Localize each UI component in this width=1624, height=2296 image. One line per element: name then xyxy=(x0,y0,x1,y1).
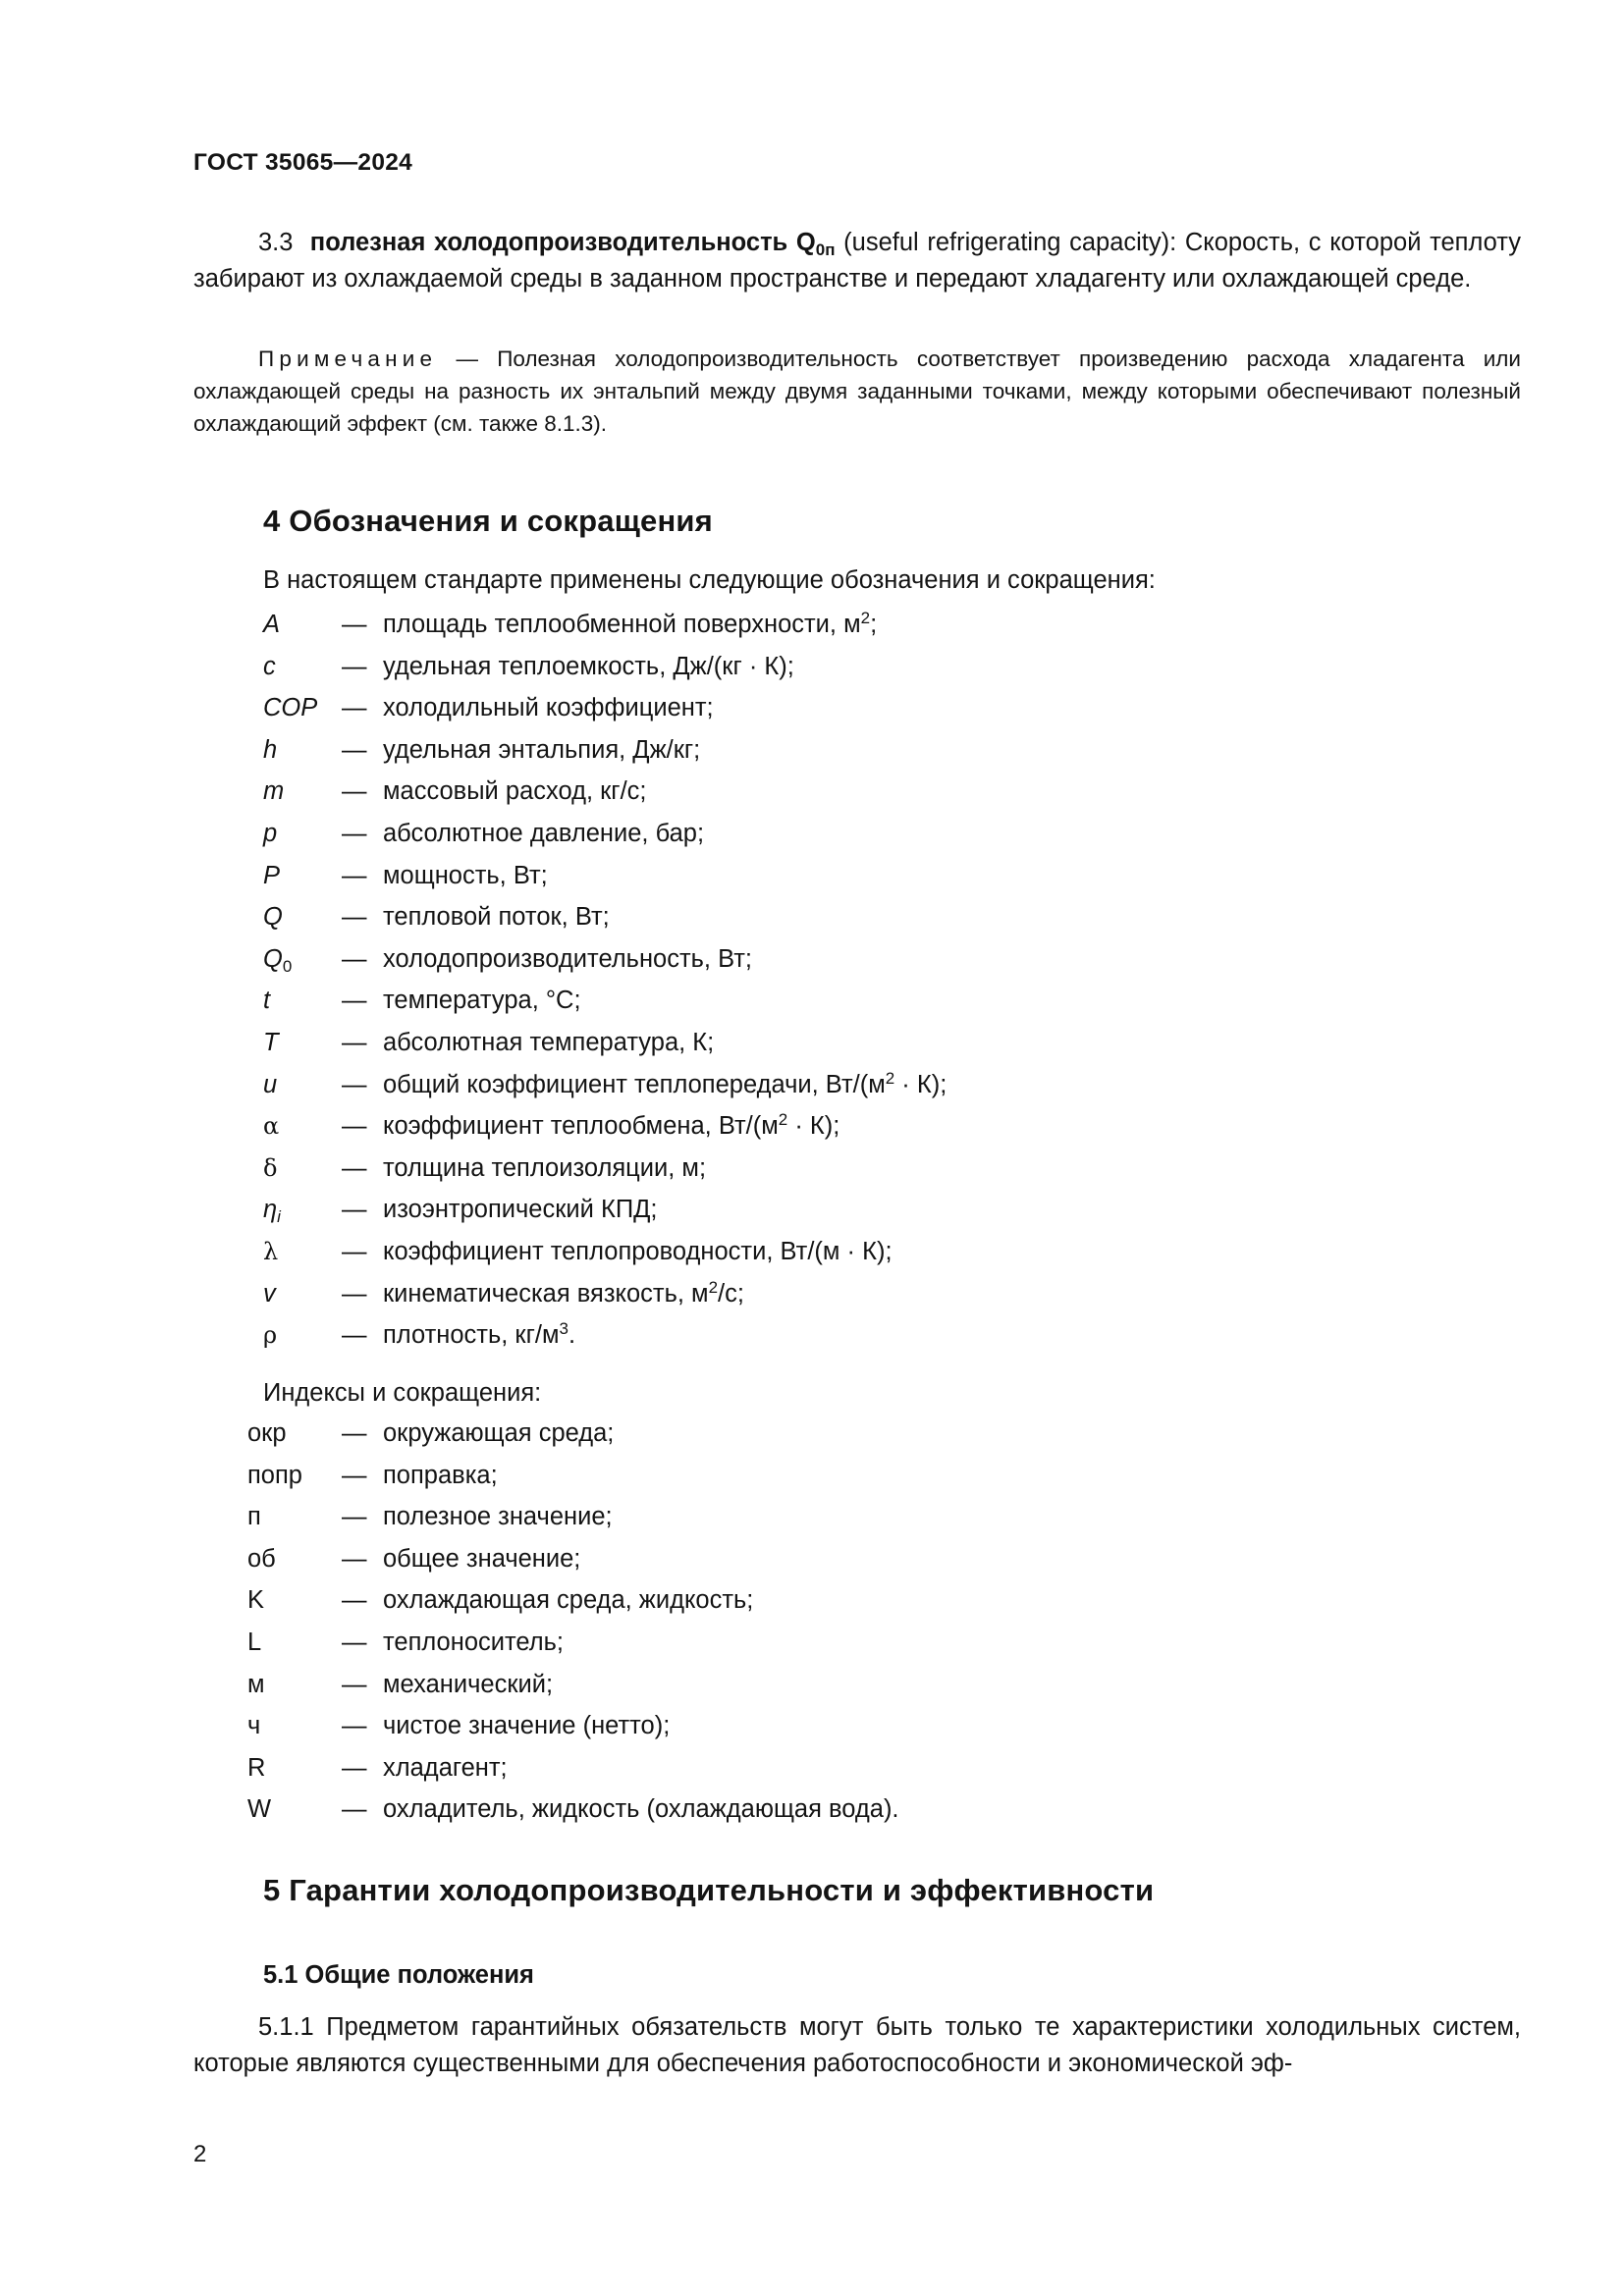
description-text: температура, °С; xyxy=(383,987,581,1015)
symbol-letter: COP xyxy=(263,694,318,722)
dash: — xyxy=(342,1028,367,1056)
symbol-description xyxy=(383,896,610,938)
note-text: — Полезная холодопроизводительность соответствует произведению расхода хладагента или охлаждающей среды на разность их энтальпий между двумя заданными точками, между которыми обеспечивают полезный охлаждающий эффект (см. также 8.1.3). xyxy=(193,347,1521,436)
symbol xyxy=(263,646,276,688)
symbol xyxy=(263,604,280,646)
dash: — xyxy=(342,861,367,889)
symbol-description xyxy=(383,1189,658,1231)
symbol xyxy=(263,980,270,1022)
dash: — xyxy=(342,1070,367,1098)
symbol-letter: v xyxy=(263,1279,276,1308)
description-text: общий коэффициент теплопередачи, Вт/(м xyxy=(383,1070,886,1098)
index-abbrev: попр xyxy=(247,1461,302,1489)
index-abbrev: м xyxy=(247,1670,265,1698)
symbol xyxy=(263,813,277,855)
dash: — xyxy=(342,1712,367,1740)
description-text: площадь теплообменной поверхности, м xyxy=(383,611,861,638)
dash: — xyxy=(342,1112,367,1141)
superscript: 2 xyxy=(778,1110,788,1130)
symbol-letter: η xyxy=(263,1196,278,1224)
symbol-description xyxy=(383,1148,706,1190)
symbol-description xyxy=(383,1105,839,1148)
description-text: изоэнтропический КПД; xyxy=(383,1196,658,1224)
description-text: удельная энтальпия, Дж/кг; xyxy=(383,735,701,764)
description-tail: ; xyxy=(870,611,878,638)
dash: — xyxy=(342,1753,367,1782)
description-tail: · К); xyxy=(787,1112,840,1141)
symbol-description xyxy=(383,729,700,772)
symbol-description xyxy=(383,687,714,729)
dash: — xyxy=(342,611,367,638)
dash: — xyxy=(342,1321,367,1350)
symbol-letter: α xyxy=(263,1112,280,1141)
index-abbrev: окр xyxy=(247,1419,287,1447)
symbol-description xyxy=(383,1064,947,1106)
dash: — xyxy=(342,1586,367,1615)
symbol-letter: c xyxy=(263,652,276,680)
symbol xyxy=(263,1231,278,1273)
symbol xyxy=(263,1022,279,1064)
symbol-letter: p xyxy=(263,819,278,847)
dash: — xyxy=(342,1670,367,1698)
term xyxy=(309,229,836,259)
indices-intro: Индексы и сокращения: xyxy=(263,1379,542,1407)
description-text: абсолютное давление, бар; xyxy=(383,819,705,847)
index-abbrev: L xyxy=(247,1628,262,1656)
index-description: полезное значение; xyxy=(383,1503,613,1531)
dash: — xyxy=(342,1795,367,1824)
symbol xyxy=(263,1273,276,1315)
symbol-letter: t xyxy=(263,987,271,1015)
symbol xyxy=(263,938,292,981)
description-text: коэффициент теплообмена, Вт/(м xyxy=(383,1112,779,1141)
symbol-description xyxy=(383,1314,575,1357)
symbol-letter: m xyxy=(263,777,285,806)
dash: — xyxy=(342,1461,367,1489)
symbol xyxy=(263,1064,277,1106)
superscript: 2 xyxy=(885,1068,895,1088)
dash: — xyxy=(342,1237,367,1265)
document-header: ГОСТ 35065—2024 xyxy=(193,149,413,176)
section-4-intro: В настоящем стандарте применены следующие обозначения и сокращения: xyxy=(263,566,1156,594)
term-subscript: 0п xyxy=(815,240,836,259)
symbol xyxy=(263,855,280,897)
description-tail: · К); xyxy=(894,1070,947,1098)
symbol-letter: u xyxy=(263,1070,278,1098)
symbol-subscript: 0 xyxy=(282,956,293,976)
symbol xyxy=(263,1148,277,1190)
description-text: мощность, Вт; xyxy=(383,861,548,889)
description-text: массовый расход, кг/с; xyxy=(383,777,647,806)
index-description: чистое значение (нетто); xyxy=(383,1712,671,1740)
symbol-subscript: i xyxy=(277,1207,281,1227)
description-text: холодопроизводительность, Вт; xyxy=(383,944,753,973)
symbol-letter: T xyxy=(263,1028,279,1056)
symbol-description xyxy=(383,604,877,646)
dash: — xyxy=(342,903,367,932)
symbol-letter: λ xyxy=(263,1237,279,1265)
dash: — xyxy=(342,694,367,722)
index-abbrev: об xyxy=(247,1544,276,1573)
superscript: 2 xyxy=(708,1277,719,1297)
index-description: хладагент; xyxy=(383,1753,508,1782)
index-description: охлаждающая среда, жидкость; xyxy=(383,1586,754,1615)
note-label: Примечание xyxy=(258,347,438,371)
symbol xyxy=(263,729,277,772)
paragraph-5-1-1: 5.1.1 Предметом гарантийных обязательств могут быть только те характеристики холодильных систем, которые являются существенными для обеспечения работоспособности и экономической эф- xyxy=(193,2013,1521,2077)
term-definition: : Скорость, с которой теплоту забирают из охлаждаемой среды в заданном пространстве и передают хладагенту или охлаждающей среде. xyxy=(193,229,1521,293)
symbol-description xyxy=(383,1273,744,1315)
dash: — xyxy=(342,1628,367,1656)
dash: — xyxy=(342,819,367,847)
symbol xyxy=(263,1105,279,1148)
index-description: окружающая среда; xyxy=(383,1419,615,1447)
index-abbrev: п xyxy=(247,1503,261,1531)
dash: — xyxy=(342,735,367,764)
description-tail: /с; xyxy=(718,1279,744,1308)
dash: — xyxy=(342,1153,367,1182)
description-text: толщина теплоизоляции, м; xyxy=(383,1153,707,1182)
symbol-letter: Q xyxy=(263,944,283,973)
symbol-letter: δ xyxy=(263,1153,278,1182)
page-number: 2 xyxy=(193,2141,207,2167)
dash: — xyxy=(342,1279,367,1308)
symbol-description xyxy=(383,813,704,855)
symbol xyxy=(263,687,317,729)
index-abbrev: K xyxy=(247,1586,265,1615)
description-text: холодильный коэффициент; xyxy=(383,694,714,722)
term-english: (useful refrigerating capacity) xyxy=(843,229,1170,256)
clause-3-3 xyxy=(193,225,1521,296)
symbol-description xyxy=(383,938,752,981)
index-description: охладитель, жидкость (охлаждающая вода). xyxy=(383,1795,899,1824)
symbol-description xyxy=(383,855,548,897)
dash: — xyxy=(342,944,367,973)
symbol-letter: ρ xyxy=(263,1321,278,1350)
symbol-letter: P xyxy=(263,861,281,889)
index-abbrev: ч xyxy=(247,1712,261,1740)
superscript: 3 xyxy=(559,1319,568,1339)
symbol-description xyxy=(383,1231,893,1273)
description-text: тепловой поток, Вт; xyxy=(383,903,610,932)
superscript: 2 xyxy=(860,609,871,627)
index-description: теплоноситель; xyxy=(383,1628,564,1656)
index-abbrev: W xyxy=(247,1795,272,1824)
description-text: удельная теплоемкость, Дж/(кг · К); xyxy=(383,652,794,680)
symbol-description xyxy=(383,980,581,1022)
description-text: абсолютная температура, К; xyxy=(383,1028,715,1056)
description-text: кинематическая вязкость, м xyxy=(383,1279,709,1308)
index-abbrev: R xyxy=(247,1753,266,1782)
clause-number: 3.3 xyxy=(258,229,294,256)
dash: — xyxy=(342,1503,367,1531)
description-tail: . xyxy=(568,1321,576,1350)
symbol xyxy=(263,771,284,813)
section-4-heading: 4 Обозначения и сокращения xyxy=(263,504,713,538)
dash: — xyxy=(342,1419,367,1447)
index-description: общее значение; xyxy=(383,1544,581,1573)
symbol-description xyxy=(383,1022,714,1064)
dash: — xyxy=(342,987,367,1015)
note xyxy=(193,343,1521,440)
dash: — xyxy=(342,777,367,806)
symbol-description xyxy=(383,646,794,688)
description-text: коэффициент теплопроводности, Вт/(м · К); xyxy=(383,1237,893,1265)
symbol-letter: A xyxy=(263,611,281,638)
symbol xyxy=(263,1314,277,1357)
dash: — xyxy=(342,1544,367,1573)
dash: — xyxy=(342,1196,367,1224)
section-5-1-heading: 5.1 Общие положения xyxy=(263,1961,534,1989)
dash: — xyxy=(342,652,367,680)
index-description: поправка; xyxy=(383,1461,498,1489)
symbol xyxy=(263,896,283,938)
section-5-heading: 5 Гарантии холодопроизводительности и эффективности xyxy=(263,1873,1155,1907)
symbol-letter: h xyxy=(263,735,278,764)
index-description: механический; xyxy=(383,1670,554,1698)
description-text: плотность, кг/м xyxy=(383,1321,560,1350)
term-text: полезная холодопроизводительность Q xyxy=(309,229,816,256)
symbol xyxy=(263,1189,281,1231)
symbol-letter: Q xyxy=(263,903,283,932)
symbol-description xyxy=(383,771,647,813)
